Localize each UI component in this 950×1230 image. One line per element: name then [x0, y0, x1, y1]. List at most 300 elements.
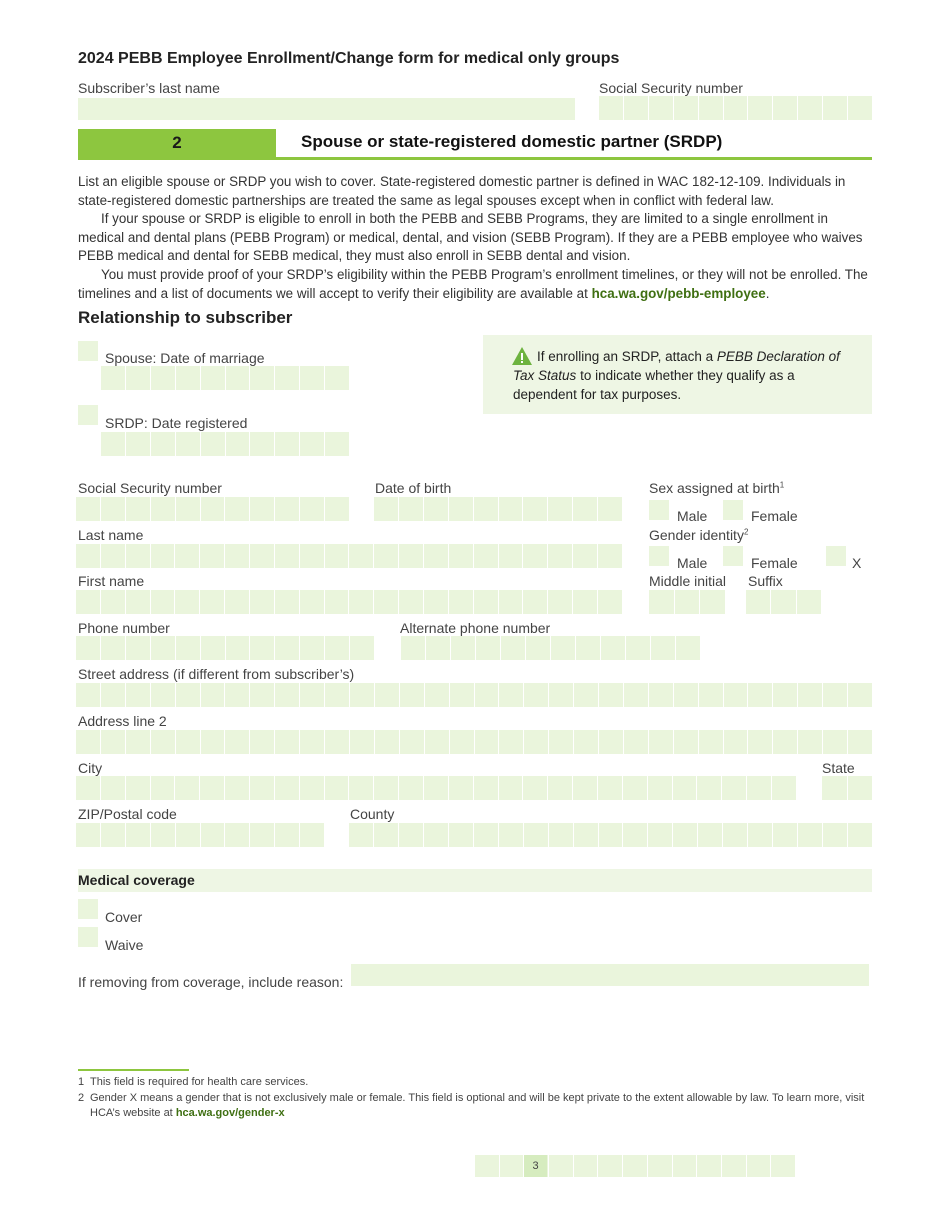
entry-box[interactable]: [226, 366, 250, 390]
phone-field[interactable]: [76, 636, 374, 660]
entry-box[interactable]: [151, 544, 175, 568]
entry-box[interactable]: [674, 683, 698, 707]
entry-box[interactable]: [76, 730, 100, 754]
entry-box[interactable]: [700, 590, 725, 614]
subscriber-ssn-label: Social Security number: [599, 80, 743, 96]
entry-box[interactable]: [499, 497, 523, 521]
entry-box[interactable]: [772, 776, 796, 800]
city-field[interactable]: [76, 776, 796, 800]
entry-box[interactable]: [101, 776, 125, 800]
sex-male-checkbox[interactable]: [649, 500, 669, 520]
entry-box[interactable]: [573, 497, 597, 521]
entry-box[interactable]: [598, 590, 622, 614]
entry-box[interactable]: [823, 730, 847, 754]
entry-box[interactable]: [424, 776, 448, 800]
entry-box[interactable]: [474, 590, 498, 614]
entry-box[interactable]: [501, 636, 525, 660]
cover-checkbox[interactable]: [78, 899, 98, 919]
entry-box[interactable]: [551, 636, 575, 660]
form-title: 2024 PEBB Employee Enrollment/Change form for medical only groups: [78, 50, 620, 67]
entry-box[interactable]: [151, 366, 175, 390]
entry-box[interactable]: [624, 730, 648, 754]
entry-box[interactable]: [151, 636, 175, 660]
entry-box[interactable]: [325, 432, 349, 456]
entry-box[interactable]: [573, 590, 597, 614]
entry-box[interactable]: [275, 497, 299, 521]
entry-box[interactable]: [176, 366, 200, 390]
sex-at-birth-label: [649, 480, 784, 496]
first-name-label: First name: [78, 573, 145, 589]
entry-box[interactable]: [475, 730, 499, 754]
entry-box[interactable]: [250, 636, 274, 660]
entry-box[interactable]: [848, 683, 872, 707]
entry-box[interactable]: [723, 823, 747, 847]
entry-box[interactable]: [649, 590, 674, 614]
entry-box[interactable]: [250, 497, 274, 521]
entry-box[interactable]: [101, 730, 125, 754]
entry-box[interactable]: [400, 730, 424, 754]
entry-box[interactable]: [797, 590, 821, 614]
entry-box[interactable]: [549, 823, 573, 847]
entry-box[interactable]: [126, 683, 150, 707]
entry-box: [500, 1155, 524, 1177]
entry-box[interactable]: [399, 497, 423, 521]
alt-phone-field[interactable]: [401, 636, 700, 660]
entry-box[interactable]: [648, 776, 672, 800]
entry-box[interactable]: [101, 636, 125, 660]
entry-box[interactable]: [747, 776, 771, 800]
entry-box[interactable]: [624, 96, 648, 120]
entry-box[interactable]: [349, 776, 373, 800]
state-field[interactable]: [822, 776, 872, 800]
entry-box[interactable]: [524, 730, 548, 754]
suffix-field[interactable]: [746, 590, 821, 614]
srdp-date-field[interactable]: [101, 432, 349, 456]
entry-box[interactable]: [474, 823, 498, 847]
entry-box[interactable]: [250, 366, 274, 390]
entry-box[interactable]: [798, 683, 822, 707]
entry-box[interactable]: [126, 776, 150, 800]
entry-box[interactable]: [676, 636, 700, 660]
entry-box[interactable]: [499, 683, 523, 707]
entry-box[interactable]: [374, 544, 398, 568]
entry-box[interactable]: [126, 366, 150, 390]
entry-box[interactable]: [699, 683, 723, 707]
entry-box[interactable]: [250, 544, 274, 568]
entry-box[interactable]: [176, 823, 200, 847]
entry-box[interactable]: [275, 636, 299, 660]
entry-box[interactable]: [524, 683, 548, 707]
entry-box[interactable]: [126, 636, 150, 660]
entry-box[interactable]: [225, 497, 249, 521]
entry-box[interactable]: [201, 366, 225, 390]
entry-box[interactable]: [773, 823, 797, 847]
entry-box[interactable]: [626, 636, 650, 660]
entry-box[interactable]: [176, 730, 200, 754]
spouse-checkbox[interactable]: [78, 341, 98, 361]
entry-box[interactable]: [151, 776, 175, 800]
entry-box[interactable]: [325, 636, 349, 660]
entry-box[interactable]: [300, 590, 324, 614]
entry-box[interactable]: [151, 823, 175, 847]
entry-box[interactable]: [601, 636, 625, 660]
entry-box[interactable]: [674, 730, 698, 754]
entry-box[interactable]: [76, 544, 100, 568]
entry-box[interactable]: [325, 497, 349, 521]
entry-box[interactable]: [375, 683, 399, 707]
entry-box[interactable]: [101, 683, 125, 707]
entry-box[interactable]: [475, 683, 499, 707]
entry-box[interactable]: [200, 776, 224, 800]
entry-box[interactable]: [76, 823, 100, 847]
entry-box: [673, 1155, 697, 1177]
entry-box[interactable]: [673, 823, 697, 847]
entry-box[interactable]: [250, 730, 274, 754]
entry-box[interactable]: [724, 730, 748, 754]
entry-box[interactable]: [374, 590, 398, 614]
entry-box[interactable]: [748, 96, 772, 120]
entry-box[interactable]: [848, 776, 873, 800]
entry-box[interactable]: [599, 730, 623, 754]
entry-box[interactable]: [449, 823, 473, 847]
entry-box[interactable]: [151, 590, 175, 614]
entry-box[interactable]: [599, 683, 623, 707]
entry-box[interactable]: [175, 590, 199, 614]
entry-box[interactable]: [399, 544, 423, 568]
entry-box[interactable]: [250, 683, 274, 707]
zip-field[interactable]: [76, 823, 324, 847]
entry-box[interactable]: [450, 730, 474, 754]
entry-box[interactable]: [523, 590, 547, 614]
gender-x-checkbox[interactable]: [826, 546, 846, 566]
footnote-1-text: This field is required for health care services.: [90, 1076, 309, 1088]
entry-box[interactable]: [798, 96, 822, 120]
entry-box[interactable]: [374, 497, 398, 521]
entry-box[interactable]: [350, 683, 374, 707]
entry-box[interactable]: [746, 590, 770, 614]
entry-box[interactable]: [699, 730, 723, 754]
entry-box[interactable]: [325, 366, 349, 390]
entry-box[interactable]: [126, 590, 150, 614]
entry-box[interactable]: [474, 544, 498, 568]
entry-box[interactable]: [474, 497, 498, 521]
removing-reason-field[interactable]: [351, 964, 869, 986]
entry-box[interactable]: [200, 590, 224, 614]
entry-box[interactable]: [773, 683, 797, 707]
entry-box[interactable]: [275, 776, 299, 800]
entry-box[interactable]: [624, 683, 648, 707]
entry-box[interactable]: [823, 823, 847, 847]
entry-box[interactable]: [576, 636, 600, 660]
entry-box[interactable]: [101, 544, 125, 568]
entry-box[interactable]: [623, 776, 647, 800]
ssn-label: Social Security number: [78, 480, 222, 496]
entry-box[interactable]: [424, 823, 448, 847]
middle-initial-field[interactable]: [649, 590, 725, 614]
entry-box[interactable]: [349, 823, 373, 847]
entry-box[interactable]: [524, 823, 548, 847]
entry-box[interactable]: [300, 636, 324, 660]
entry-box[interactable]: [798, 730, 822, 754]
entry-box[interactable]: [598, 544, 622, 568]
srdp-checkbox[interactable]: [78, 405, 98, 425]
entry-box[interactable]: [76, 590, 100, 614]
entry-box[interactable]: [275, 683, 299, 707]
entry-box[interactable]: [573, 776, 597, 800]
entry-box[interactable]: [450, 683, 474, 707]
marriage-date-field[interactable]: [101, 366, 349, 390]
entry-box[interactable]: [250, 590, 274, 614]
entry-box[interactable]: [399, 590, 423, 614]
entry-box[interactable]: [325, 730, 349, 754]
entry-box[interactable]: [476, 636, 500, 660]
entry-box[interactable]: [424, 544, 448, 568]
entry-box[interactable]: [325, 544, 349, 568]
entry-box[interactable]: [350, 636, 374, 660]
dob-field[interactable]: [374, 497, 622, 521]
entry-box[interactable]: [548, 497, 572, 521]
entry-box[interactable]: [549, 683, 573, 707]
entry-box[interactable]: [101, 366, 125, 390]
waive-checkbox[interactable]: [78, 927, 98, 947]
entry-box[interactable]: [523, 544, 547, 568]
entry-box[interactable]: [374, 776, 398, 800]
entry-box[interactable]: [424, 590, 448, 614]
first-name-field[interactable]: [76, 590, 622, 614]
entry-box[interactable]: [225, 590, 249, 614]
entry-box[interactable]: [526, 636, 550, 660]
subscriber-last-name-field[interactable]: [78, 98, 575, 120]
entry-box[interactable]: [275, 590, 299, 614]
entry-box[interactable]: [651, 636, 675, 660]
entry-box: [648, 1155, 672, 1177]
srdp-date-label: SRDP: Date registered: [105, 415, 248, 431]
entry-box[interactable]: [225, 683, 249, 707]
entry-box[interactable]: [675, 590, 700, 614]
entry-box[interactable]: [300, 730, 324, 754]
entry-box[interactable]: [250, 776, 274, 800]
entry-box[interactable]: [300, 683, 324, 707]
entry-box[interactable]: [848, 730, 872, 754]
footnote-divider: [78, 1069, 189, 1071]
entry-box[interactable]: [523, 776, 547, 800]
entry-box[interactable]: [226, 432, 250, 456]
entry-box[interactable]: [76, 683, 100, 707]
entry-box[interactable]: [724, 96, 748, 120]
entry-box[interactable]: [848, 823, 872, 847]
entry-box[interactable]: [101, 497, 125, 521]
entry-box[interactable]: [226, 636, 250, 660]
entry-box[interactable]: [349, 544, 373, 568]
county-field[interactable]: [349, 823, 872, 847]
entry-box[interactable]: [151, 683, 175, 707]
entry-box[interactable]: [151, 432, 175, 456]
entry-box[interactable]: [300, 823, 324, 847]
entry-box[interactable]: [424, 497, 448, 521]
gender-male-checkbox[interactable]: [649, 546, 669, 566]
entry-box[interactable]: [648, 823, 672, 847]
entry-box[interactable]: [126, 730, 150, 754]
entry-box[interactable]: [449, 497, 473, 521]
entry-box[interactable]: [548, 590, 572, 614]
entry-box[interactable]: [773, 96, 797, 120]
entry-box[interactable]: [574, 683, 598, 707]
address2-field[interactable]: [76, 730, 872, 754]
entry-box[interactable]: [598, 497, 622, 521]
entry-box[interactable]: [325, 683, 349, 707]
entry-box[interactable]: [201, 683, 225, 707]
entry-box[interactable]: [300, 544, 324, 568]
entry-box[interactable]: [201, 823, 225, 847]
entry-box[interactable]: [350, 730, 374, 754]
entry-box[interactable]: [200, 544, 224, 568]
entry-box[interactable]: [151, 730, 175, 754]
entry-box[interactable]: [275, 823, 299, 847]
entry-box[interactable]: [349, 590, 373, 614]
entry-box[interactable]: [699, 96, 723, 120]
entry-box[interactable]: [275, 432, 299, 456]
entry-box[interactable]: [250, 823, 274, 847]
entry-box[interactable]: [300, 432, 324, 456]
entry-box[interactable]: [399, 776, 423, 800]
medical-coverage-header: [78, 869, 872, 892]
entry-box[interactable]: [499, 730, 523, 754]
entry-box[interactable]: [474, 776, 498, 800]
entry-box[interactable]: [451, 636, 475, 660]
entry-box[interactable]: [275, 366, 299, 390]
entry-box[interactable]: [598, 776, 622, 800]
entry-box[interactable]: [76, 776, 100, 800]
entry-box[interactable]: [449, 544, 473, 568]
last-name-field[interactable]: [76, 544, 622, 568]
entry-box[interactable]: [176, 432, 200, 456]
entry-box[interactable]: [300, 366, 324, 390]
entry-box[interactable]: [225, 544, 249, 568]
entry-box[interactable]: [499, 544, 523, 568]
entry-box[interactable]: [649, 683, 673, 707]
entry-box[interactable]: [823, 96, 847, 120]
entry-box[interactable]: [549, 730, 573, 754]
entry-box: [598, 1155, 622, 1177]
note-part-1: If enrolling an SRDP, attach a: [537, 349, 714, 364]
entry-box[interactable]: [748, 730, 772, 754]
entry-box[interactable]: [449, 590, 473, 614]
gender-female-checkbox[interactable]: [723, 546, 743, 566]
entry-box[interactable]: [425, 683, 449, 707]
entry-box[interactable]: [573, 544, 597, 568]
entry-box[interactable]: [426, 636, 450, 660]
entry-box[interactable]: [176, 497, 200, 521]
entry-box[interactable]: [374, 823, 398, 847]
entry-box[interactable]: [748, 823, 772, 847]
entry-box[interactable]: [126, 544, 150, 568]
entry-box[interactable]: [771, 590, 795, 614]
gender-x-link[interactable]: hca.wa.gov/gender-x: [175, 1107, 285, 1119]
entry-box[interactable]: [425, 730, 449, 754]
pebb-employee-link[interactable]: hca.wa.gov/pebb-employee: [591, 285, 766, 301]
entry-box[interactable]: [722, 776, 746, 800]
entry-box[interactable]: [574, 823, 598, 847]
entry-box[interactable]: [225, 776, 249, 800]
entry-box[interactable]: [325, 590, 349, 614]
entry-box[interactable]: [697, 776, 721, 800]
street-field[interactable]: [76, 683, 872, 707]
entry-box[interactable]: [674, 96, 698, 120]
entry-box[interactable]: [250, 432, 274, 456]
entry-box[interactable]: [225, 823, 249, 847]
entry-box[interactable]: [748, 683, 772, 707]
entry-box[interactable]: [623, 823, 647, 847]
entry-box[interactable]: [126, 497, 150, 521]
entry-box[interactable]: [201, 730, 225, 754]
entry-box[interactable]: [673, 776, 697, 800]
entry-box[interactable]: [499, 823, 523, 847]
entry-box[interactable]: [126, 823, 150, 847]
medical-coverage-title: Medical coverage: [78, 872, 195, 888]
entry-box[interactable]: [499, 590, 523, 614]
entry-box[interactable]: [848, 96, 872, 120]
entry-box[interactable]: [275, 730, 299, 754]
entry-box[interactable]: [101, 590, 125, 614]
entry-box[interactable]: [548, 776, 572, 800]
entry-box[interactable]: [823, 683, 847, 707]
entry-box[interactable]: [523, 497, 547, 521]
entry-box[interactable]: [599, 96, 623, 120]
entry-box[interactable]: [649, 730, 673, 754]
entry-box[interactable]: [599, 823, 623, 847]
entry-box[interactable]: [175, 544, 199, 568]
entry-box[interactable]: [300, 497, 324, 521]
entry-box[interactable]: [773, 730, 797, 754]
entry-box[interactable]: [449, 776, 473, 800]
entry-box[interactable]: [201, 432, 225, 456]
subscriber-ssn-field[interactable]: [599, 96, 872, 120]
entry-box[interactable]: [698, 823, 722, 847]
ssn-field[interactable]: [76, 497, 349, 521]
entry-box[interactable]: [300, 776, 324, 800]
note-part-2: to indicate whether they qualify as a dependent for tax purposes.: [513, 368, 795, 402]
entry-box[interactable]: [399, 823, 423, 847]
entry-box[interactable]: [822, 776, 847, 800]
entry-box[interactable]: [401, 636, 425, 660]
entry-box[interactable]: [126, 432, 150, 456]
entry-box[interactable]: [325, 776, 349, 800]
entry-box[interactable]: [151, 497, 175, 521]
entry-box[interactable]: [798, 823, 822, 847]
entry-box[interactable]: [201, 497, 225, 521]
entry-box[interactable]: [176, 683, 200, 707]
entry-box[interactable]: [275, 544, 299, 568]
entry-box[interactable]: [649, 96, 673, 120]
entry-box[interactable]: [76, 497, 100, 521]
entry-box[interactable]: [175, 776, 199, 800]
entry-box[interactable]: [225, 730, 249, 754]
sex-female-checkbox[interactable]: [723, 500, 743, 520]
entry-box[interactable]: [176, 636, 200, 660]
entry-box[interactable]: [724, 683, 748, 707]
spouse-date-label: Spouse: Date of marriage: [105, 350, 265, 366]
entry-box[interactable]: [400, 683, 424, 707]
entry-box[interactable]: [101, 432, 125, 456]
entry-box[interactable]: [101, 823, 125, 847]
entry-box[interactable]: [499, 776, 523, 800]
sex-female-label: Female: [751, 508, 798, 524]
entry-box[interactable]: [375, 730, 399, 754]
entry-box[interactable]: [548, 544, 572, 568]
entry-box[interactable]: [574, 730, 598, 754]
entry-box[interactable]: [201, 636, 225, 660]
entry-box[interactable]: [76, 636, 100, 660]
